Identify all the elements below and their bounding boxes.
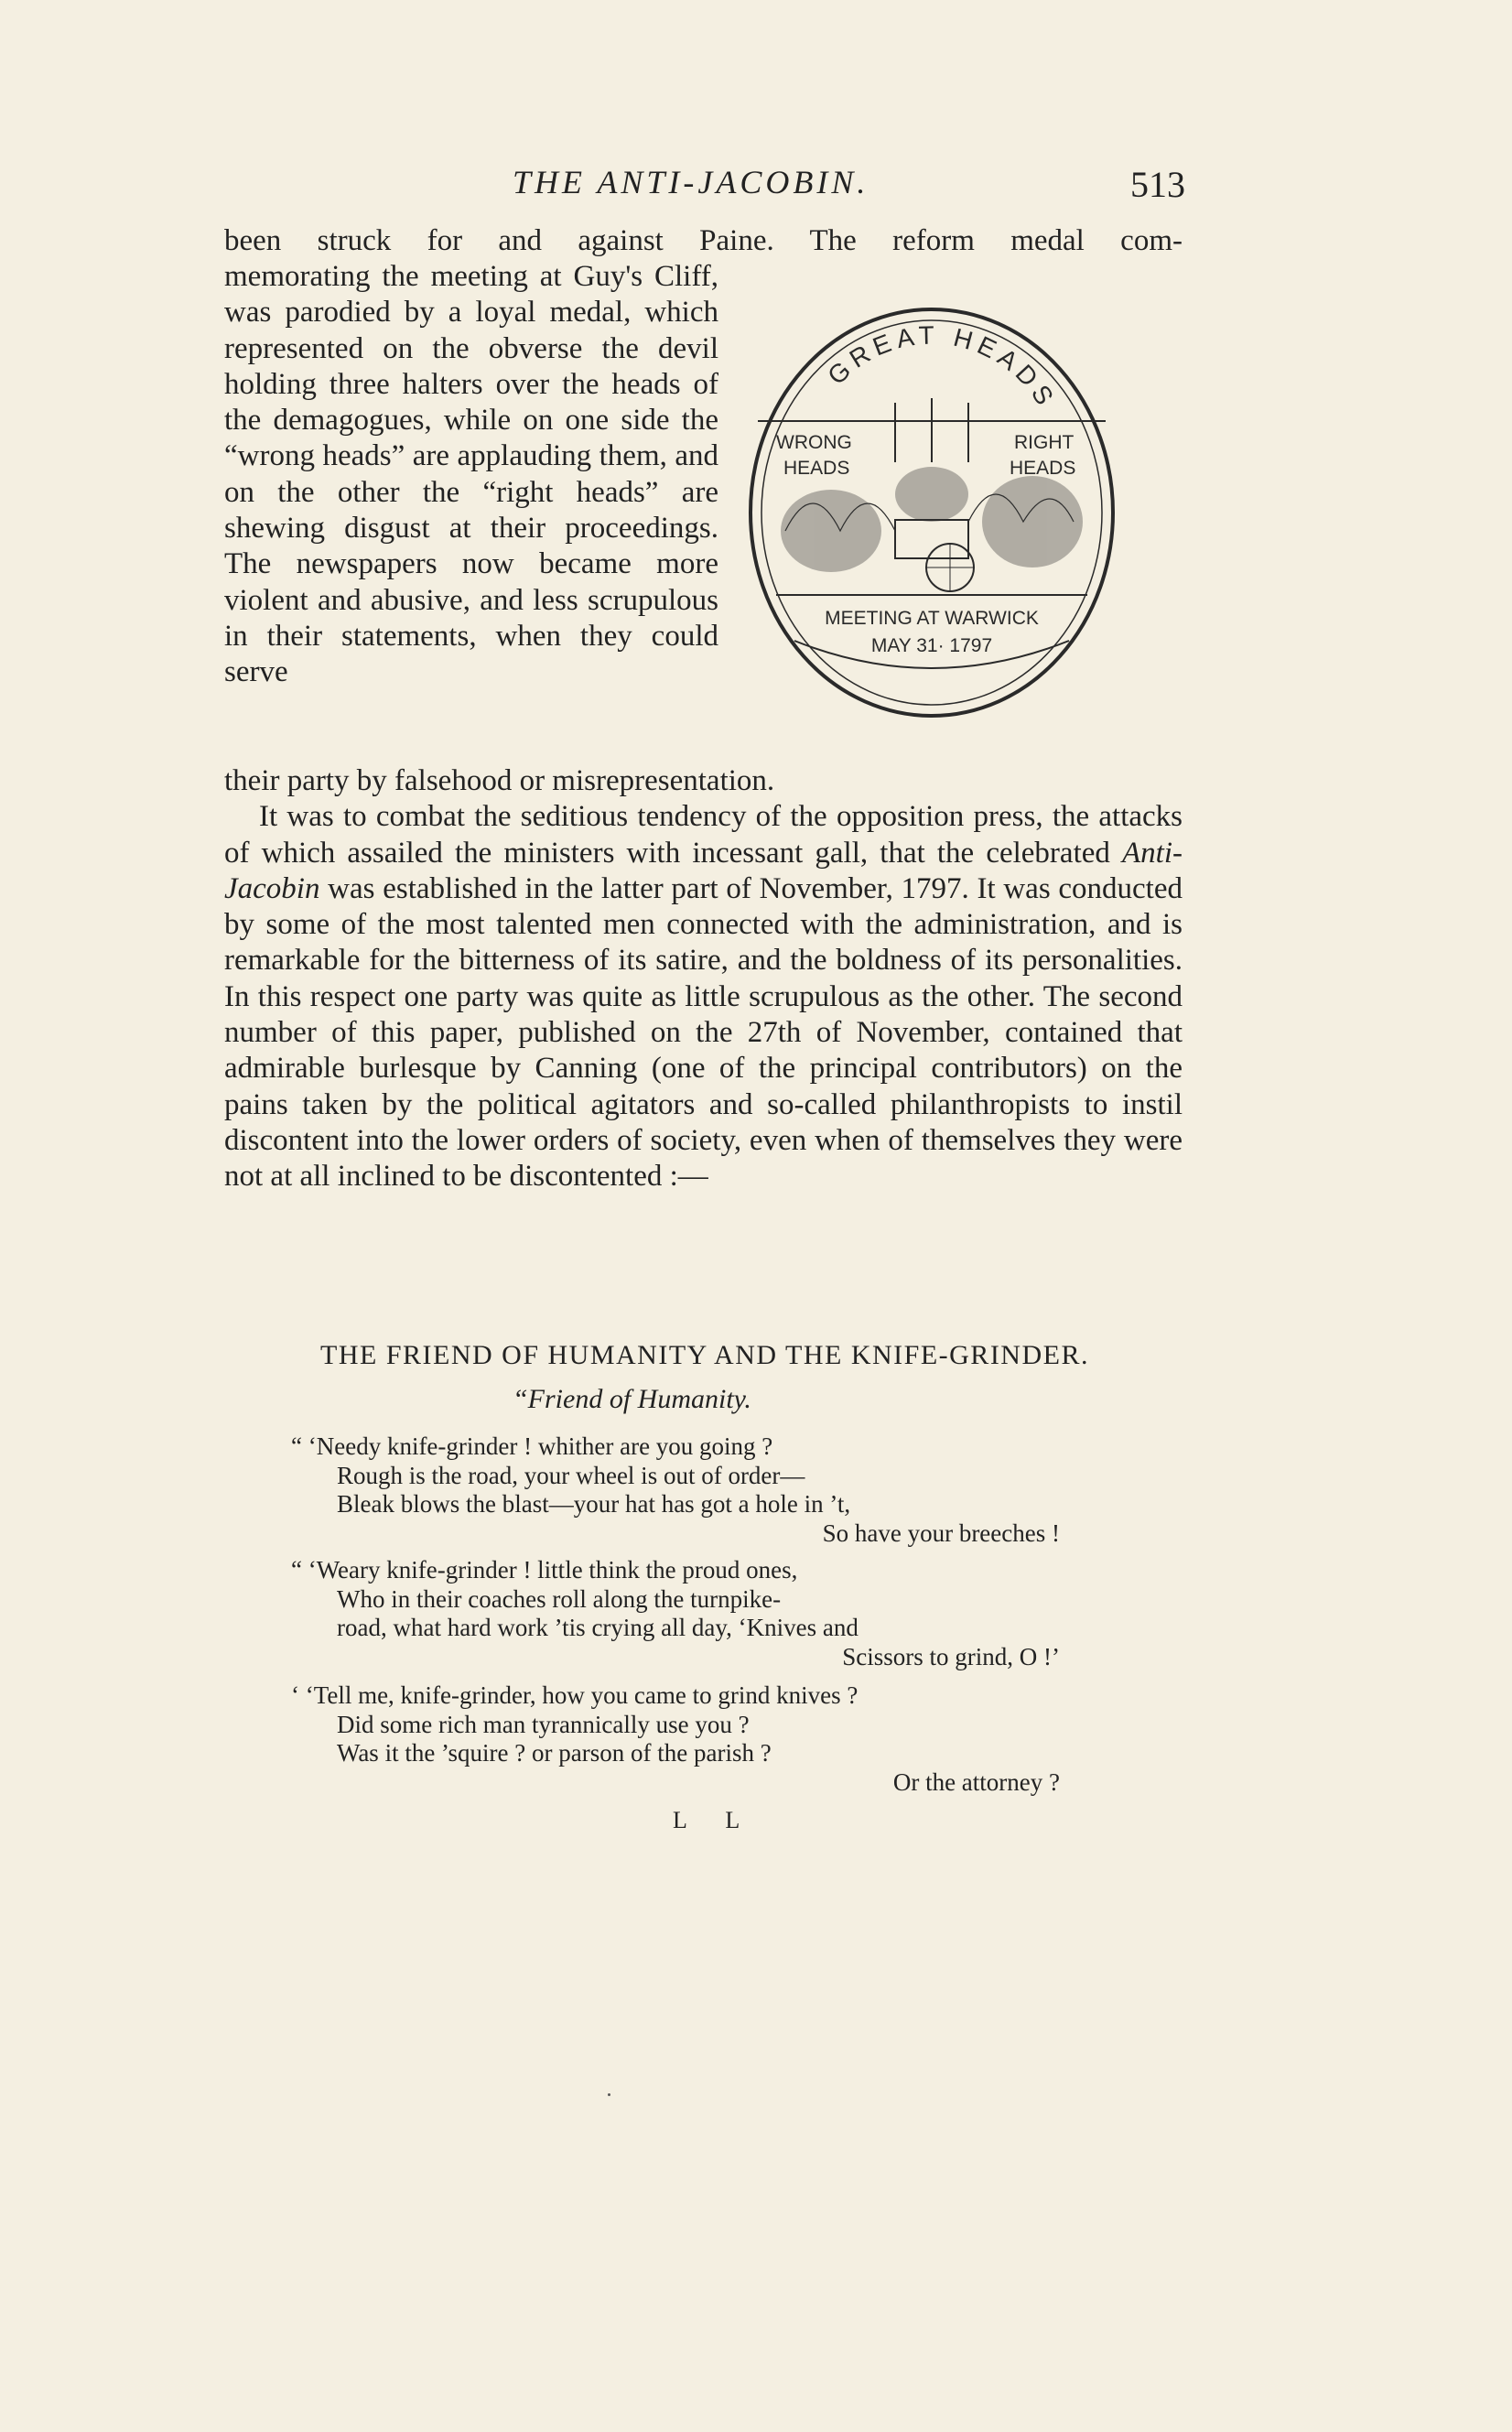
poem-stanza-2: [291, 1556, 1078, 1671]
medal-date-text: MAY 31· 1797: [870, 635, 993, 656]
running-title: THE ANTI-JACOBIN.: [513, 164, 869, 200]
medal-description-paragraph: [224, 259, 718, 691]
stanza-line: Did some rich man tyrannically use you ?: [337, 1710, 750, 1738]
intro-line: [224, 223, 1183, 259]
intro-line-text: been struck for and against Paine. The reform medal com-: [224, 224, 1183, 257]
poem-speaker: “Friend of Humanity.: [513, 1384, 751, 1414]
anti-jacobin-title: Anti-Jacobin: [224, 836, 1183, 905]
stanza-line: road, what hard work ’tis crying all day, ‘Knives and: [337, 1614, 859, 1641]
paragraph-anti-jacobin: [224, 799, 1183, 1194]
stanza-line: So have your breeches !: [822, 1519, 1060, 1547]
medal-top-text: GREAT HEADS: [822, 320, 1063, 415]
stanza-line: Was it the ’squire ? or parson of the parish ?: [337, 1739, 772, 1767]
wrap-end-line: their party by falsehood or misrepresentation.: [224, 764, 775, 797]
page-speck: [608, 2093, 610, 2096]
stanza-line: Who in their coaches roll along the turnpike-: [337, 1584, 782, 1613]
medal-right-label-2: HEADS: [1010, 458, 1076, 479]
medal-bottom-text: MEETING AT WARWICK: [825, 608, 1039, 629]
stanza-line: ‘ ‘Tell me, knife-grinder, how you came to grind knives ?: [291, 1681, 859, 1709]
signature-mark: L L: [673, 1807, 757, 1833]
medal-wrong-label-2: HEADS: [783, 458, 850, 479]
medal-right-label: RIGHT: [1014, 432, 1075, 453]
stanza-line: Or the attorney ?: [892, 1767, 1060, 1796]
page-number: 513: [1130, 164, 1185, 205]
main-text: [224, 763, 1183, 1195]
medal-illustration: [740, 302, 1124, 723]
stanza-line: Rough is the road, your wheel is out of order—: [337, 1461, 805, 1489]
stanza-line: Scissors to grind, O !’: [842, 1642, 1060, 1670]
stanza-line: “ ‘Needy knife-grinder ! whither are you going ?: [291, 1432, 773, 1460]
wrap-paragraph-text: memorating the meeting at Guy's Cliff, was parodied by a loyal medal, which represented on the obverse the devil holding three halters over the heads of the demagogues, while on one side the “wrong heads” are applauding them, and on the other the “right heads” are shewing disgust at their proceedings. The newspapers now became more violent and abusive, and less scrupulous in their statements, when they could serve: [224, 260, 718, 689]
stanza-line: Bleak blows the blast—your hat has got a hole in ’t,: [337, 1490, 851, 1518]
stanza-line: “ ‘Weary knife-grinder ! little think the proud ones,: [291, 1556, 798, 1584]
poem-stanza-1: [291, 1432, 1078, 1548]
paragraph-text-part2: was established in the latter part of November, 1797. It was conducted by some of the most talented men connected with the administration, and is remarkable for the bitterness of its satire, and the boldness of its personalities. In this respect one party was quite as little scrupulous as the other. The second number of this paper, published on the 27th of November, contained that admirable burlesque by Canning (one of the principal contributors) on the pains taken by the political agitators and so-called philanthropists to instil discontent into the lower orders of society, even when of themselves they were not at all inclined to be discontented :—: [224, 871, 1183, 1194]
poem-title: THE FRIEND OF HUMANITY AND THE KNIFE-GRINDER.: [320, 1340, 1089, 1370]
medal-wrong-label: WRONG: [776, 432, 852, 453]
paragraph-text-part1: It was to combat the seditious tendency of the opposition press, the attacks of which assailed the ministers with incessant gall, that the celebrated: [224, 800, 1183, 870]
poem-stanza-3: [291, 1681, 1078, 1797]
